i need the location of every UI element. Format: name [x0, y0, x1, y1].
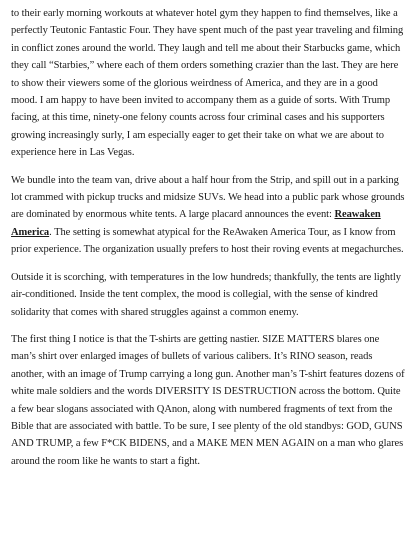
paragraph-2	[11, 172, 405, 259]
paragraph-3: Outside it is scorching, with temperatures in the low hundreds; thankfully, the tents are lightly air-conditioned. Inside the tent complex, the mood is collegial, with the sense of kindred solidarity that comes with shared struggles against a common enemy.	[11, 271, 401, 318]
article-body	[11, 0, 405, 553]
paragraph-2-before-link: We bundle into the team van, drive about a half hour from the Strip, and spill out in a parking lot crammed with pickup trucks and midsize SUVs. We head into a public park whose grounds are dominated by enormous white tents. A large placard announces the event:	[11, 174, 405, 221]
paragraph-4: The first thing I notice is that the T-shirts are getting nastier. SIZE MATTERS blares one man’s shirt over enlarged images of bullets of various calibers. It’s RINO season, reads another, with an image of Trump carrying a long gun. Another man’s T-shirt features dozens of white male soldiers and the words DIVERSITY IS DESTRUCTION across the bottom. Quite a few bear slogans associated with QAnon, along with numbered fragments of text from the Bible that are associated with battle. To be sure, I see plenty of the old standbys: GOD, GUNS AND TRUMP, a few F*CK BIDENS, and a MAKE MEN MEN AGAIN on a man who glares around the room like he wants to start a fight.	[11, 333, 405, 467]
paragraph-2-after-link: . The setting is somewhat atypical for the ReAwaken America Tour, as I know from prior experience. The organization usually prefers to host their roving events at megachurches.	[11, 226, 404, 256]
reawaken-america-link[interactable]: Reawaken America	[11, 209, 381, 238]
paragraph-1: to their early morning workouts at whatever hotel gym they happen to find themselves, like a perfectly Teutonic Fantastic Four. They have spent much of the past year traveling and filming in conflict zones around the world. They laugh and tell me about their Starbucks game, which they call “Starbies,” where each of them orders something crazier than the last. They are here to show their viewers some of the glorious weirdness of America, and they are in a good mood. I am happy to have been invited to accompany them as a guide of sorts. With Trump facing, at this time, ninety-one felony counts across four criminal cases and his supporters growing increasingly surly, I am especially eager to get their take on what we are about to experience here in Las Vegas.	[11, 8, 404, 159]
